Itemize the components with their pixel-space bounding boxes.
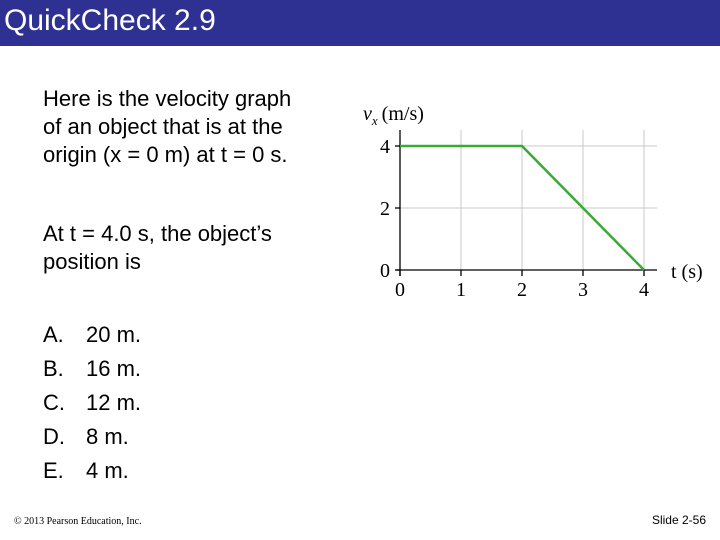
option-text: 12 m. <box>86 390 142 415</box>
option-letter: A. <box>43 322 64 347</box>
option-letter: E. <box>43 458 64 483</box>
question-line: position is <box>43 249 141 274</box>
answer-option-d[interactable] <box>43 420 141 454</box>
x-axis-title: t (s) <box>671 261 703 283</box>
answer-options <box>43 318 141 488</box>
x-tick-label: 1 <box>456 279 466 301</box>
question-text <box>43 220 343 276</box>
tick-labels <box>380 136 649 301</box>
copyright: © 2013 Pearson Education, Inc. <box>14 516 142 527</box>
y-axis-title <box>363 103 424 128</box>
option-text: 16 m. <box>86 356 142 381</box>
velocity-graph <box>355 95 710 305</box>
option-text: 8 m. <box>86 424 129 449</box>
slide-number: Slide 2-56 <box>651 513 706 527</box>
answer-option-b[interactable] <box>43 352 141 386</box>
option-letter: D. <box>43 424 65 449</box>
answer-option-c[interactable] <box>43 386 141 420</box>
y-axis-unit: (m/s) <box>381 103 424 125</box>
option-text: 20 m. <box>86 322 142 347</box>
option-letter: C. <box>43 390 65 415</box>
y-tick-label: 2 <box>380 198 390 220</box>
option-letter: B. <box>43 356 64 381</box>
axes <box>395 130 657 276</box>
title-bar <box>0 0 720 46</box>
y-axis-sub: x <box>371 113 378 128</box>
question-line: At t = 4.0 s, the object’s <box>43 221 272 246</box>
answer-option-e[interactable] <box>43 454 141 488</box>
y-tick-label: 4 <box>380 136 390 158</box>
x-tick-label: 4 <box>639 279 649 301</box>
y-tick-label: 0 <box>380 260 390 282</box>
x-tick-label: 0 <box>395 279 405 301</box>
answer-option-a[interactable] <box>43 318 141 352</box>
intro-line: origin (x = 0 m) at t = 0 s. <box>43 142 288 167</box>
intro-line: of an object that is at the <box>43 114 283 139</box>
slide-title: QuickCheck 2.9 <box>4 4 216 37</box>
x-tick-label: 3 <box>578 279 588 301</box>
x-tick-label: 2 <box>517 279 527 301</box>
intro-text <box>43 85 343 169</box>
intro-line: Here is the velocity graph <box>43 86 292 111</box>
option-text: 4 m. <box>86 458 129 483</box>
y-axis-var: v <box>363 103 372 125</box>
